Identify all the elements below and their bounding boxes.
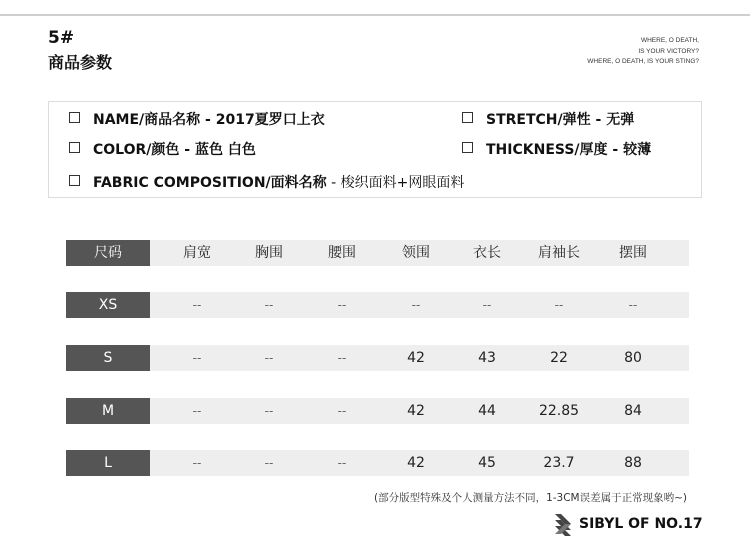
table-cell: -- [264, 404, 274, 418]
quote-line: WHERE, O DEATH, [640, 37, 699, 44]
param-value: 2017夏罗口上衣 [215, 112, 325, 128]
param-key: NAME/商品名称 [93, 112, 201, 128]
param-value: 蓝色 白色 [194, 142, 256, 158]
table-cell: 84 [624, 403, 642, 419]
table-row [66, 292, 689, 318]
header-cell: 肩宽 [183, 245, 211, 261]
param-name [69, 109, 325, 129]
size-cell: M [66, 398, 150, 424]
header-cell: 胸围 [255, 245, 283, 261]
header-cell: 领围 [402, 245, 430, 261]
table-cell: 42 [407, 403, 425, 419]
table-row [66, 345, 689, 371]
table-cell: -- [192, 298, 202, 312]
param-key: FABRIC COMPOSITION/面料名称 [93, 175, 327, 191]
header-cell: 肩袖长 [538, 245, 580, 261]
quote-line: IS YOUR VICTORY? [638, 47, 699, 55]
table-cell: 43 [478, 350, 496, 366]
param-sep: - [607, 142, 624, 158]
param-fabric [69, 172, 464, 192]
header-cell: 尺码 [66, 240, 150, 266]
param-stretch [462, 109, 634, 129]
param-sep: - [590, 112, 607, 128]
table-cell: 42 [407, 455, 425, 471]
table-cell: 44 [478, 403, 496, 419]
quote-line: WHERE, O DEATH, IS YOUR STING? [587, 58, 699, 65]
section-title: 商品参数 [48, 53, 113, 72]
size-cell: S [66, 345, 150, 371]
table-cell: 22.85 [538, 403, 580, 419]
param-thickness [462, 139, 651, 159]
param-key: THICKNESS/厚度 [486, 142, 608, 158]
table-cell: 22 [550, 350, 568, 366]
section-number: 5# [48, 28, 75, 48]
table-row [66, 398, 689, 424]
param-value: 无弹 [606, 112, 635, 128]
size-cell: XS [66, 292, 150, 318]
table-cell: 80 [624, 350, 642, 366]
brand-name: SIBYL OF NO.17 [579, 516, 703, 532]
param-key: COLOR/颜色 [93, 142, 180, 158]
table-cell: -- [337, 298, 347, 312]
header-cell: 摆围 [619, 245, 647, 261]
header-cell: 衣长 [473, 245, 501, 261]
table-cell: -- [337, 456, 347, 470]
table-cell: -- [337, 351, 347, 365]
table-cell: 88 [624, 455, 642, 471]
quote-block [587, 36, 699, 68]
table-cell: -- [192, 351, 202, 365]
table-row [66, 450, 689, 476]
param-color [69, 139, 256, 159]
table-cell: 45 [478, 455, 496, 471]
header-cell: 腰围 [328, 245, 356, 261]
checkbox-icon [69, 112, 80, 123]
table-cell: 42 [407, 350, 425, 366]
table-cell: -- [411, 298, 421, 312]
diagonal-stripes-logo-icon [553, 512, 573, 538]
table-cell: -- [264, 298, 274, 312]
measurement-note: (部分版型特殊及个人测量方法不同，1-3CM误差属于正常现象哟~) [373, 492, 687, 504]
table-cell: -- [192, 456, 202, 470]
param-value: 梭织面料+网眼面料 [340, 175, 465, 191]
checkbox-icon [462, 142, 473, 153]
param-key: STRETCH/弹性 [486, 112, 591, 128]
table-cell: 23.7 [543, 455, 575, 471]
param-sep: - [326, 175, 341, 191]
product-params-box [48, 101, 702, 198]
top-divider [0, 14, 750, 16]
table-cell: -- [264, 351, 274, 365]
checkbox-icon [69, 175, 80, 186]
param-sep: - [179, 142, 195, 158]
table-cell: -- [337, 404, 347, 418]
table-cell: -- [264, 456, 274, 470]
table-cell: -- [192, 404, 202, 418]
size-cell: L [66, 450, 150, 476]
param-sep: - [200, 112, 216, 128]
checkbox-icon [462, 112, 473, 123]
checkbox-icon [69, 142, 80, 153]
table-header-row [66, 240, 689, 266]
table-cell: -- [628, 298, 638, 312]
param-value: 较薄 [623, 142, 652, 158]
table-cell: -- [554, 298, 564, 312]
table-cell: -- [482, 298, 492, 312]
